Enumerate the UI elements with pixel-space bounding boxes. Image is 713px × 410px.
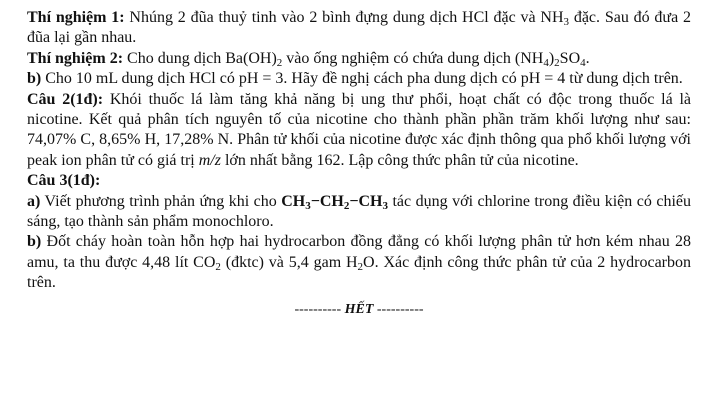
question-2-paragraph — [27, 90, 691, 172]
subscript: 3 — [382, 199, 388, 212]
experiment-2-text: vào ống nghiệm có chứa dung dịch (NH — [282, 49, 544, 67]
end-word: HẾT — [344, 301, 374, 317]
subscript: 2 — [276, 56, 283, 69]
experiment-2-paragraph — [27, 49, 691, 69]
part-3b-paragraph — [27, 232, 691, 293]
question-3-heading — [27, 171, 691, 191]
subscript: 2 — [343, 199, 350, 212]
experiment-2-text: SO — [559, 49, 581, 67]
formula-part: −CH — [310, 192, 344, 210]
end-dashes-right: ---------- — [373, 301, 424, 317]
experiment-1-paragraph — [27, 8, 691, 49]
propane-formula — [281, 193, 388, 210]
experiment-2-label: Thí nghiệm 2: — [27, 49, 124, 67]
formula-part: −CH — [349, 192, 383, 210]
part-3a-paragraph — [27, 192, 691, 233]
question-3-label: Câu 3(1đ): — [27, 172, 101, 190]
part-3b-text: (đktc) và 5,4 gam H — [220, 253, 358, 271]
question-2-label: Câu 2(1đ): — [27, 90, 104, 108]
subscript: 4 — [580, 56, 586, 69]
question-2-text: Khói thuốc lá làm tăng khả năng bị ung thư phổi, hoạt chất có độc trong thuốc lá là nicotine. Kết quả phân tích nguyên tố của nicotine cho thành phần phần trăm khối lượng như sau: 74,07% C, 8,65% H, 17,28% N. Phân tử khối của nicotine được xác định thông qua phổ khối lượng với peak ion phân tử có giá trị — [27, 90, 691, 169]
part-b-paragraph — [27, 69, 691, 89]
experiment-2-text-end: . — [585, 49, 590, 67]
part-3b-text-end: O. Xác định công thức phân tử của 2 hydrocarbon trên. — [27, 253, 692, 292]
subscript: 2 — [554, 56, 560, 69]
experiment-2-text: Cho dung dịch Ba(OH) — [123, 49, 277, 67]
part-3a-text: Viết phương trình phản ứng khi cho — [40, 192, 282, 210]
experiment-2-text: ) — [548, 49, 555, 67]
subscript: 4 — [543, 56, 549, 69]
part-3b-label: b) — [27, 233, 42, 251]
subscript: 3 — [305, 199, 311, 212]
mz-symbol: m/z — [198, 151, 221, 169]
subscript: 3 — [563, 16, 570, 28]
part-b-text: Cho 10 mL dung dịch HCl có pH = 3. Hãy đề nghị cách pha dung dịch có pH = 4 từ dung dịch trên. — [41, 70, 683, 88]
question-2-text-end: lớn nhất bằng 162. Lập công thức phân tử của nicotine. — [220, 151, 579, 169]
subscript: 2 — [357, 260, 364, 273]
formula-part: CH — [281, 192, 306, 210]
experiment-1-text: Nhúng 2 đũa thuỷ tinh vào 2 bình đựng dung dịch HCl đặc và NH — [124, 9, 564, 26]
experiment-1-label: Thí nghiệm 1: — [27, 9, 125, 26]
end-marker — [27, 300, 691, 320]
part-3a-label: a) — [27, 192, 41, 210]
part-3a-text-end: tác dụng với chlorine trong điều kiện có chiếu sáng, tạo thành sản phẩm monochloro. — [27, 192, 692, 231]
exam-page — [27, 8, 691, 320]
subscript: 2 — [215, 260, 221, 273]
end-dashes-left: ---------- — [294, 301, 345, 317]
part-b-label: b) — [27, 70, 42, 88]
experiment-1-text-end: đặc. Sau đó đưa 2 đũa lại gần nhau. — [27, 9, 692, 47]
part-3b-text: Đốt cháy hoàn toàn hỗn hợp hai hydrocarbon đồng đẳng có khối lượng phân tử hơn kém nhau 28 amu, ta thu được 4,48 lít CO — [27, 233, 691, 271]
